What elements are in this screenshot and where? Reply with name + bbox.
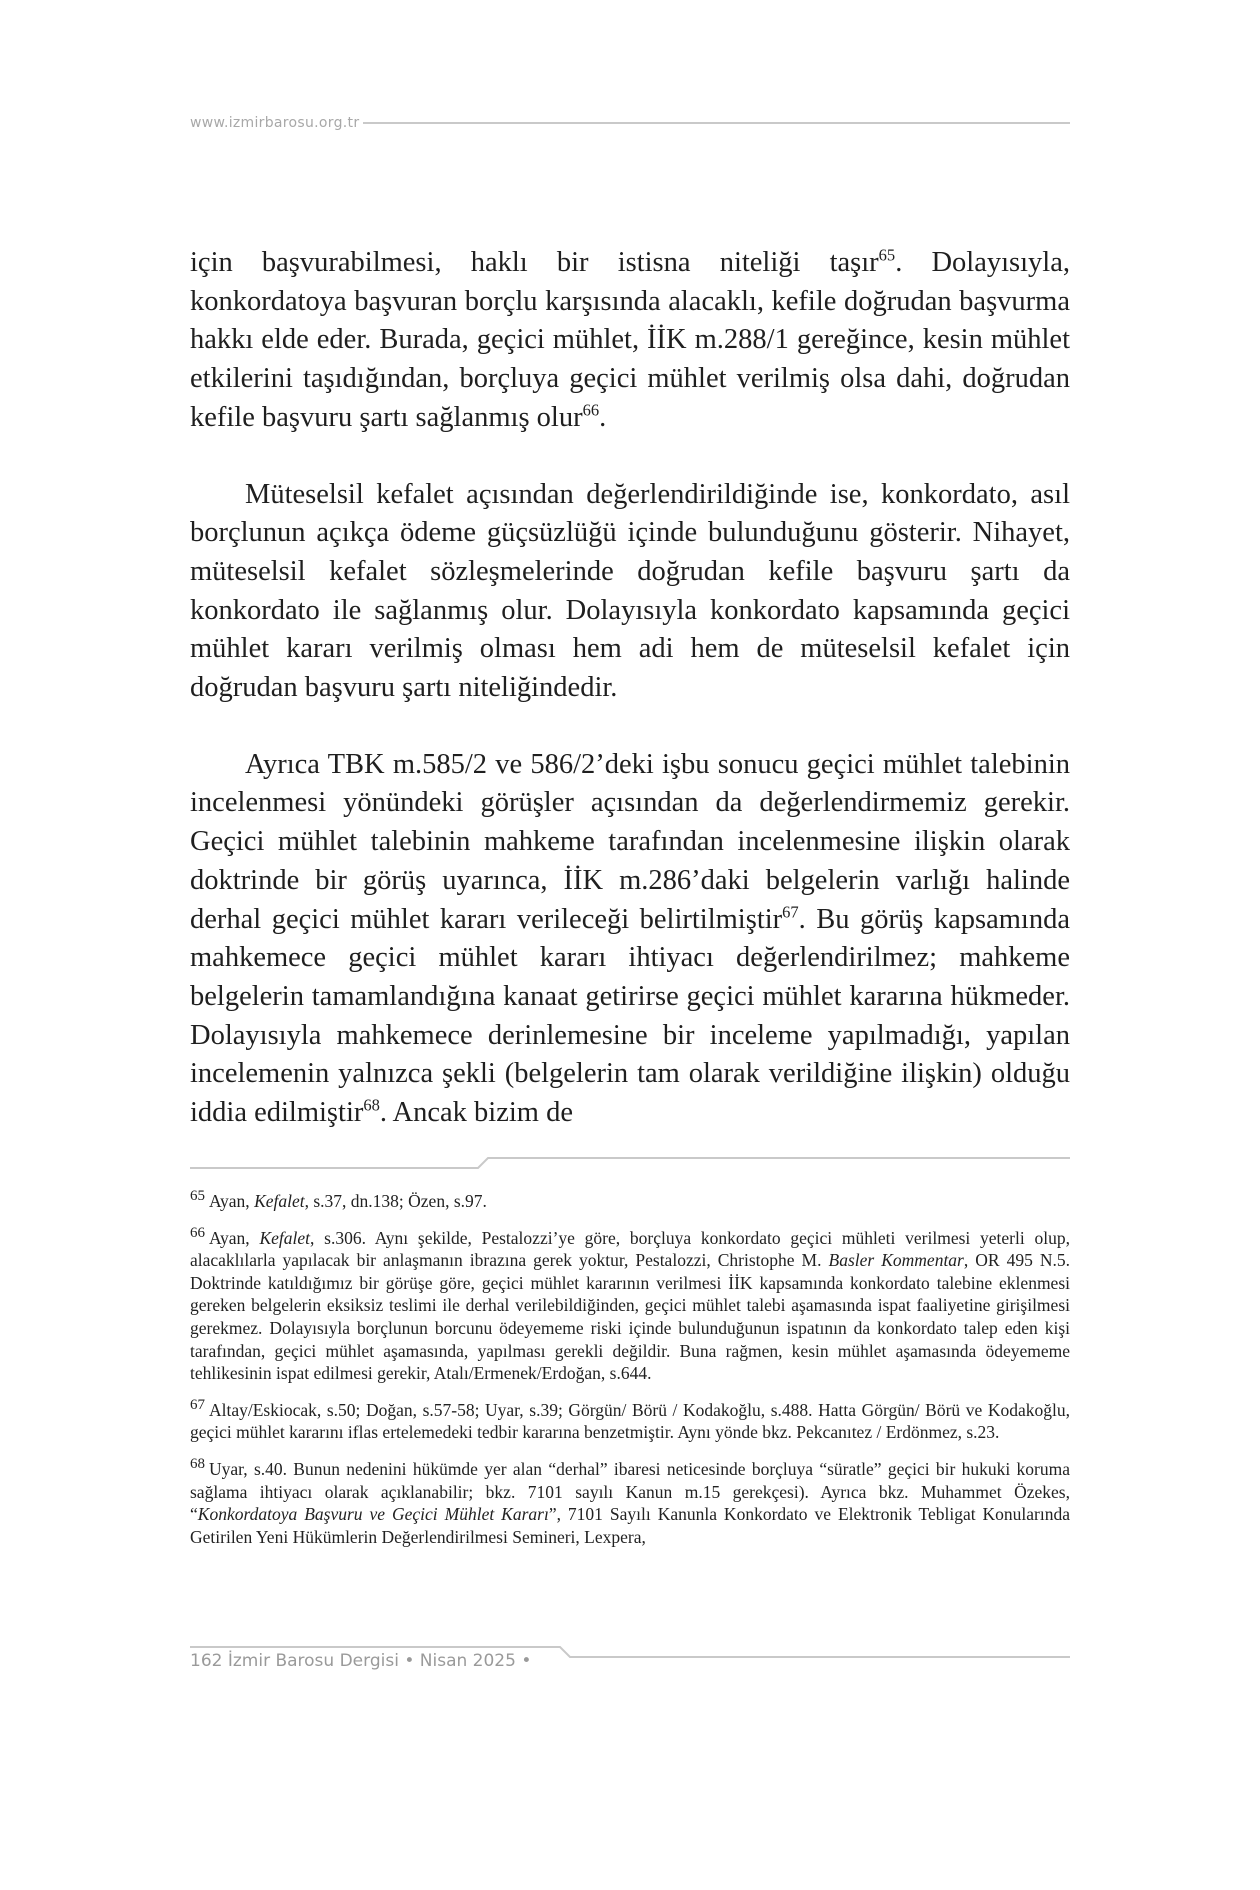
- text-run: için başvurabilmesi, haklı bir istisna niteliği taşır: [190, 247, 879, 278]
- footnotes: [190, 1190, 1070, 1562]
- footnote-number: 68: [190, 1456, 205, 1473]
- footer-text: 162 İzmir Barosu Dergisi • Nisan 2025 •: [190, 1651, 532, 1671]
- text-run: Uyar, s.40. Bunun nedenini hükümde yer alan “derhal” ibaresi neticesinde borçluya “süratle” geçici bir hukuki koruma sağlama ihtiyacı olarak açıklanabilir; bkz. 7101 sayılı Kanun m.15 gerekçesi). Ayrıca bkz. Muhammet Özekes, “: [190, 1458, 1070, 1525]
- header-rule: [363, 122, 1070, 124]
- footnote-67: [190, 1396, 1070, 1444]
- paragraph-3: [190, 746, 1070, 1133]
- footnote-ref-65: 65: [878, 245, 896, 265]
- italic-title: Kefalet: [259, 1227, 310, 1248]
- footnote-number: 67: [190, 1396, 205, 1413]
- text-run: , OR 495 N.5. Doktrinde katıldığımız bir görüşe göre, geçici mühlet kararının verilmesi İİK kapsamında konkordato talebine eklenmesi gereken belgelerin eksiksiz teslimi ile derhal verilebildiğinden, geçici mühlet talebi aşamasında ispat faaliyetine girişilmesi gerekmez. Dolayısıyla borçlunun borcunu ödeyememe riski içinde bulunduğunun ispatının da konkordato talep eden kişi tarafından, geçici mühlet aşamasında, yapılması gerekli değildir. Buna rağmen, kesin mühlet aşamasında ödeyememe tehlikesinin ispat edilmesi gerekir, Atalı/Ermenek/Erdoğan, s.644.: [190, 1250, 1071, 1384]
- italic-title: Konkordatoya Başvuru ve Geçici Mühlet Kararı: [197, 1504, 549, 1525]
- text-run: . Bu görüş kapsamında mahkemece geçici mühlet kararı ihtiyacı değerlendirilmez; mahkeme belgelerin tamamlandığına kanaat getirirse geçici mühlet kararına hükmeder. Dolayısıyla mahkemece derinlemesine bir inceleme yapılmadığı, yapılan incelemenin yalnızca şekli (belgelerin tam olarak verildiğine ilişkin) olduğu iddia edilmiştir: [190, 903, 1070, 1129]
- footnote-number: 65: [190, 1188, 205, 1205]
- text-run: Ayan,: [209, 1191, 255, 1211]
- text-run: Ayrıca TBK m.585/2 ve 586/2’deki işbu sonucu geçici mühlet talebinin incelenmesi yönündeki görüşler açısından da değerlendirmemiz gerekir. Geçici mühlet talebinin mahkeme tarafından incelenmesine ilişkin olarak doktrinde bir görüş uyarınca, İİK m.286’daki belgelerin varlığı halinde derhal geçici mühlet kararı verileceği belirtilmiştir: [190, 748, 1070, 935]
- italic-title: Basler Kommentar: [828, 1250, 964, 1271]
- header-url: www.izmirbarosu.org.tr: [190, 115, 360, 131]
- footnote-68: [190, 1458, 1070, 1548]
- footnote-separator: [190, 1157, 1070, 1169]
- text-run: . Ancak bizim de: [379, 1097, 573, 1129]
- main-text: [190, 244, 1070, 1133]
- page-header: [190, 113, 1070, 133]
- footnote-ref-66: 66: [582, 400, 600, 420]
- text-run: . Dolayısıyla, konkordatoya başvuran borçlu karşısında alacaklı, kefile doğrudan başvurma hakkı elde eder. Burada, geçici mühlet, İİK m.288/1 gereğince, kesin mühlet etkilerini taşıdığından, borçluya geçici mühlet verilmiş olsa dahi, doğrudan kefile başvuru şartı sağlanmış olur: [190, 247, 1070, 433]
- italic-title: Kefalet: [254, 1191, 305, 1211]
- text-run: ”, 7101 Sayılı Kanunla Konkordato ve Elektronik Tebligat Konularında Getirilen Yeni Hükümlerin Değerlendirilmesi Semineri, Lexpera,: [190, 1504, 1071, 1547]
- text-run: Ayan,: [209, 1227, 260, 1248]
- footnote-ref-68: 68: [363, 1095, 380, 1115]
- footnote-number: 66: [190, 1224, 205, 1241]
- text-run: , s.37, dn.138; Özen, s.97.: [304, 1191, 487, 1211]
- paragraph-1: [190, 244, 1070, 438]
- page-footer: [190, 1645, 1070, 1675]
- footnote-66: [190, 1224, 1071, 1385]
- footnote-65: [190, 1190, 1070, 1213]
- text-run: .: [599, 401, 607, 433]
- text-run: , s.306. Aynı şekilde, Pestalozzi’ye göre, borçluya konkordato geçici mühleti verilmesi yeterli olup, alacaklılarla yapılacak bir anlaşmanın ibrazına gerek yoktur, Pestalozzi, Christophe M.: [190, 1227, 1070, 1271]
- paragraph-2: Müteselsil kefalet açısından değerlendirildiğinde ise, konkordato, asıl borçlunun açıkça ödeme güçsüzlüğü içinde bulunduğunu gösterir. Nihayet, müteselsil kefalet sözleşmelerinde doğrudan kefile başvuru şartı da konkordato ile sağlanmış olur. Dolayısıyla konkordato kapsamında geçici mühlet kararı verilmiş olması hem adi hem de müteselsil kefalet için doğrudan başvuru şartı niteliğindedir.: [190, 478, 1070, 704]
- footnote-ref-67: 67: [782, 902, 799, 922]
- text-run: Altay/Eskiocak, s.50; Doğan, s.57-58; Uyar, s.39; Görgün/ Börü / Kodakoğlu, s.488. Hatta Görgün/ Börü ve Kodakoğlu, geçici mühlet kararını iflas ertelemedeki tedbir kararına benzetmiştir. Aynı yönde bkz. Pekcanıtez / Erdönmez, s.23.: [190, 1399, 1070, 1443]
